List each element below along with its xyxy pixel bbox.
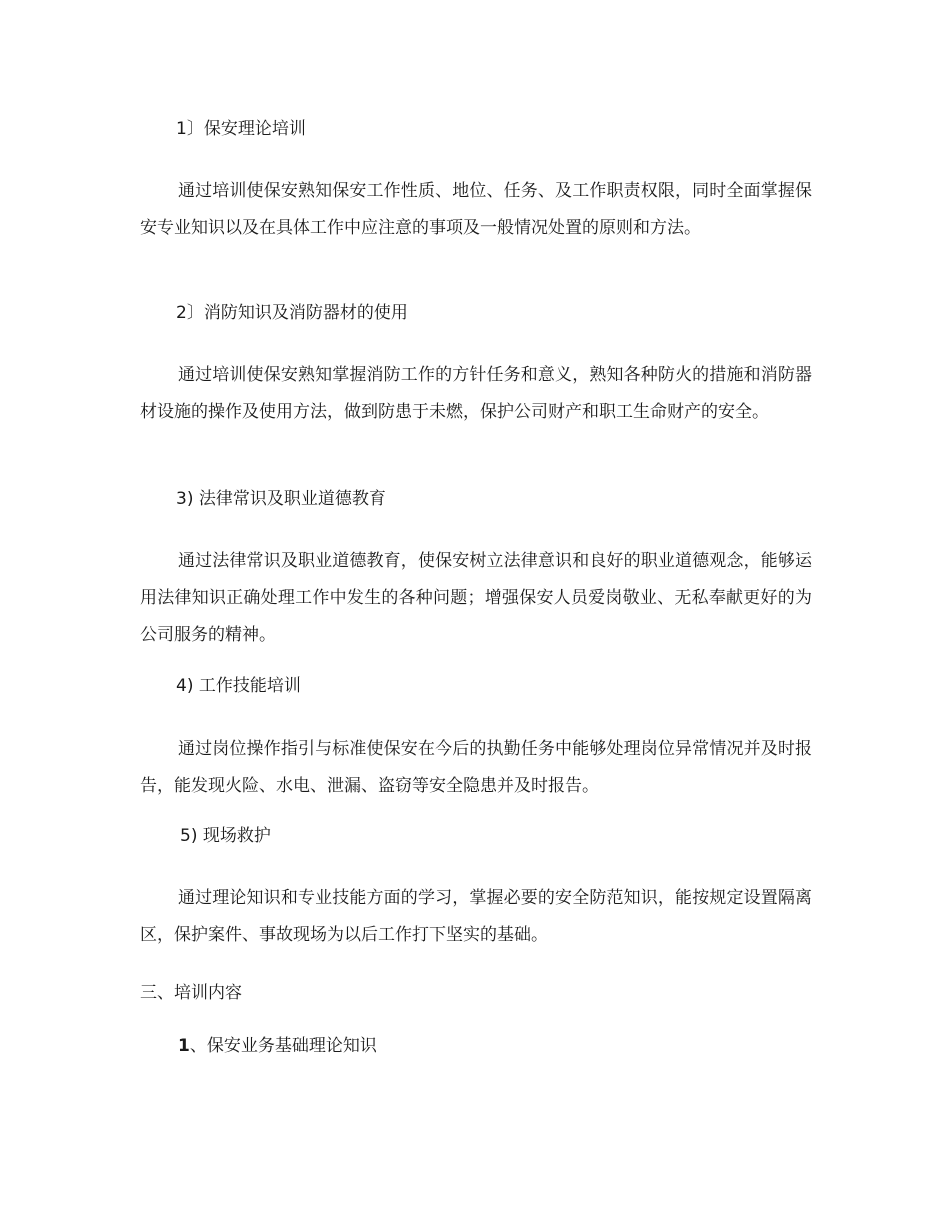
paragraph-fire-safety: 通过培训使保安熟知掌握消防工作的方针任务和意义，熟知各种防火的措施和消防器材设施的操作及使用方法，做到防患于未燃，保护公司财产和职工生命财产的安全。 (140, 365, 812, 422)
heading-theory-training: 1〕保安理论培训 (176, 119, 306, 139)
subheading-text: 、保安业务基础理论知识 (189, 1036, 377, 1056)
subheading-number: 1 (178, 1036, 190, 1056)
paragraph-theory-training: 通过培训使保安熟知保安工作性质、地位、任务、及工作职责权限，同时全面掌握保安专业知识以及在具体工作中应注意的事项及一般情况处置的原则和方法。 (140, 181, 812, 238)
heading-fire-safety: 2〕消防知识及消防器材的使用 (176, 303, 408, 323)
paragraph-work-skills: 通过岗位操作指引与标准使保安在今后的执勤任务中能够处理岗位异常情况并及时报告，能发现火险、水电、泄漏、盗窃等安全隐患并及时报告。 (140, 739, 812, 796)
heading-work-skills: 4) 工作技能培训 (176, 676, 301, 696)
heading-onsite-rescue: 5) 现场救护 (180, 826, 271, 846)
subheading-security-basics (178, 1034, 377, 1058)
heading-law-ethics: 3) 法律常识及职业道德教育 (176, 489, 386, 509)
paragraph-law-ethics: 通过法律常识及职业道德教育，使保安树立法律意识和良好的职业道德观念，能够运用法律知识正确处理工作中发生的各种问题；增强保安人员爱岗敬业、无私奉献更好的为公司服务的精神。 (140, 551, 812, 645)
paragraph-onsite-rescue: 通过理论知识和专业技能方面的学习，掌握必要的安全防范知识，能按规定设置隔离区，保护案件、事故现场为以后工作打下坚实的基础。 (140, 888, 812, 945)
section-training-content: 三、培训内容 (140, 983, 242, 1003)
